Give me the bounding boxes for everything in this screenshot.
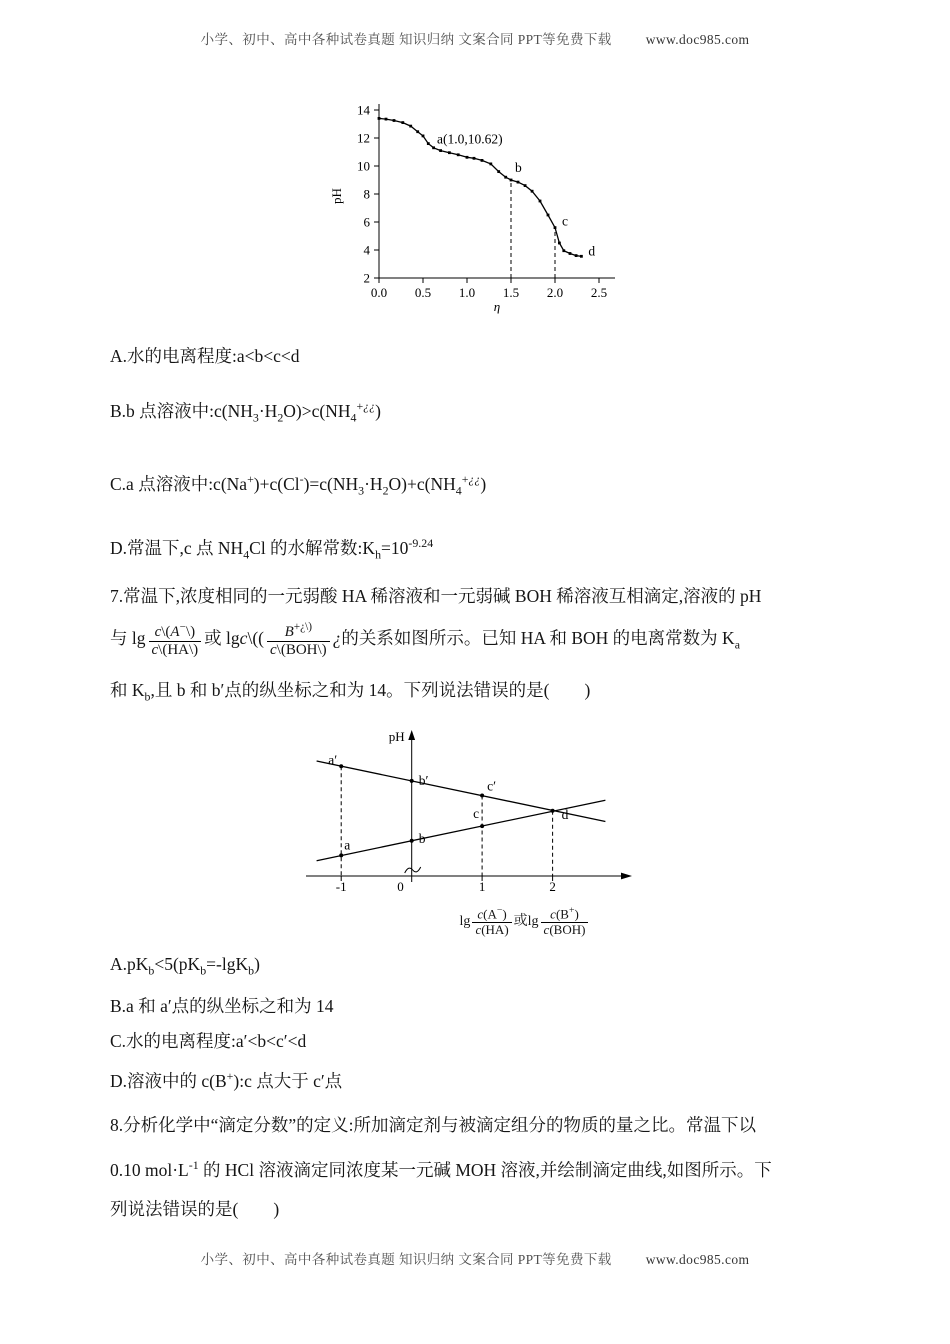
svg-text:0.5: 0.5 [414, 285, 432, 300]
page-footer [0, 1248, 950, 1268]
svg-text:6: 6 [363, 214, 370, 230]
q7-stem-line-2: 与 lg $\frac{c\backslash(A^-\backslash)}{c\backslash(HA\backslash)}$ 或 lgc\(( $\frac{B^{+¿\backslash)}}{\text{c\textbackslash{}(BOH\textbackslash{})}}$ ¿的关系如图所示。已知 HA 和 BOH 的电离常数为 $K_a$ [110, 620, 740, 658]
svg-text:2.0: 2.0 [546, 285, 564, 300]
q6-option-d: D.常温下,c 点 $NH_4Cl$ 的水解常数$:K_h=10^{-9.24}$ [110, 535, 434, 561]
svg-text:2.5: 2.5 [590, 285, 608, 300]
svg-text:a′: a′ [328, 752, 338, 768]
svg-text:1: 1 [478, 878, 486, 894]
svg-text:-1: -1 [335, 878, 347, 894]
svg-text:b: b [515, 160, 522, 175]
svg-text:1.0: 1.0 [458, 285, 476, 300]
q6-option-a: A.水的电离程度:a<b<c<d [110, 346, 300, 366]
titration-curve-figure [110, 96, 842, 321]
svg-text:η: η [493, 299, 501, 314]
q7-option-b: B.a 和 a′点的纵坐标之和为 14 [110, 995, 334, 1016]
svg-text:b: b [418, 830, 426, 846]
svg-text:b′: b′ [418, 772, 429, 788]
svg-text:c′: c′ [487, 778, 497, 794]
header-promo-text: 小学、初中、高中各种试卷真题 知识归纳 文案合同 PPT等免费下载 [200, 32, 612, 47]
q7-option-a: $A.pK_b<5(pK_b=-\lg K_b)$ [110, 954, 260, 978]
ph-vs-eta-chart [321, 96, 631, 314]
q7-stem-line-3: 和 $K_b$,且 b 和 b′点的纵坐标之和为 14。下列说法错误的是( ) [110, 680, 591, 704]
svg-text:10: 10 [357, 158, 370, 174]
svg-text:2: 2 [549, 878, 556, 894]
svg-text:8: 8 [363, 186, 370, 202]
svg-text:a: a [344, 837, 351, 853]
q6-option-b: B.b 点溶液中$:c(NH_3\cdot H_2O)>c(NH_4^{+¿¿})$ [110, 399, 381, 425]
svg-text:pH: pH [329, 188, 344, 204]
svg-text:c: c [562, 213, 568, 229]
svg-text:2: 2 [363, 270, 370, 286]
footer-promo-text: 小学、初中、高中各种试卷真题 知识归纳 文案合同 PPT等免费下载 [200, 1252, 612, 1267]
svg-text:4: 4 [363, 242, 370, 258]
svg-text:c: c [473, 806, 480, 822]
q7-option-d: D.溶液中的 c(B+):c 点大于 c′点 [110, 1068, 343, 1091]
q8-stem-line-2: 0.10 $mol\cdot L^{-1}$ 的 HCl 溶液滴定同浓度某一元碱 MOH 溶液,并绘制滴定曲线,如图所示。下 [110, 1157, 772, 1180]
ph-vs-lg-ratio-chart [276, 726, 676, 898]
q8-stem-line-3: 列说法错误的是( ) [110, 1199, 280, 1220]
svg-text:0: 0 [397, 878, 404, 894]
svg-text:1.5: 1.5 [502, 285, 520, 300]
svg-text:pH: pH [388, 728, 405, 744]
page-header [0, 28, 950, 48]
header-url[interactable]: www.doc985.com [645, 32, 750, 47]
ph-lg-ratio-figure [110, 726, 842, 938]
q7-option-c: C.水的电离程度:a′<b<c′<d [110, 1030, 307, 1051]
footer-url[interactable]: www.doc985.com [645, 1252, 750, 1267]
q6-option-c: C.a 点溶液中$:c(Na^+)+c(Cl^-)=c(NH_3\cdot H_2O)+c(NH_4^{+¿¿})$ [110, 472, 487, 498]
document-body [110, 70, 842, 1229]
svg-text:12: 12 [357, 130, 370, 146]
svg-text:0.0: 0.0 [370, 285, 388, 300]
chart2-x-axis-label: lg $\frac{c(A^-)}{c(HA)}$ 或lg $\frac{c(B^+)}{\text{c(BOH)}}$ [405, 905, 645, 938]
q8-stem-line-1: 8.分析化学中“滴定分数”的定义:所加滴定剂与被滴定组分的物质的量之比。常温下以 [110, 1114, 757, 1135]
svg-text:d: d [561, 806, 569, 822]
svg-text:a(1.0,10.62): a(1.0,10.62) [437, 131, 503, 147]
q7-stem-line-1: 7.常温下,浓度相同的一元弱酸 HA 稀溶液和一元弱碱 BOH 稀溶液互相滴定,溶液的 pH [110, 585, 762, 606]
svg-text:14: 14 [357, 102, 370, 118]
svg-text:d: d [588, 243, 596, 259]
